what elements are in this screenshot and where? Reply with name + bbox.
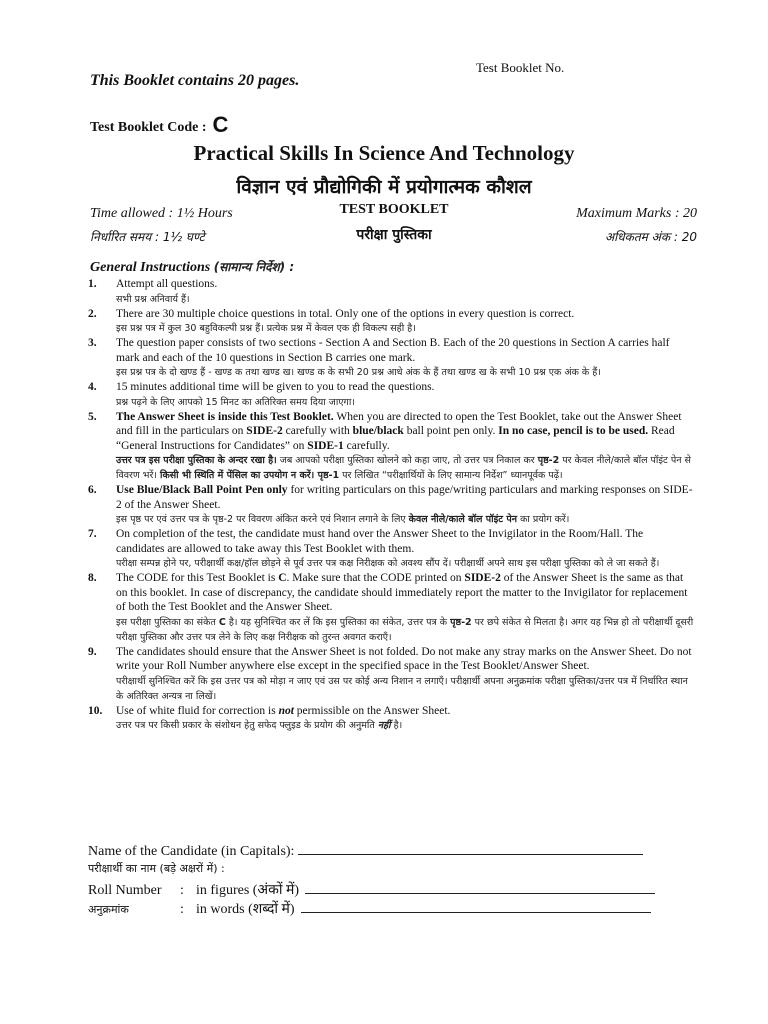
time-allowed: Time allowed : 1½ Hours <box>90 206 233 221</box>
roll-number-label: Roll Number <box>88 883 162 898</box>
instruction-text-hindi: इस परीक्षा पुस्तिका का संकेत C है। यह सुनिश्चित कर लें कि इस पुस्तिका का संकेत, उत्तर पत्र के पृष्ठ-2 पर छपे संकेत से मिलता है। अगर यह भिन्न हो तो परीक्षार्थी दूसरी परीक्षा पुस्तिका और उत्तर पत्र लेने के लिए कक्ष निरीक्षक को तुरन्त अवगत कराएँ। <box>116 616 694 643</box>
instruction-number: 6. <box>88 484 97 496</box>
instruction-text-hindi: इस पृष्ठ पर एवं उत्तर पत्र के पृष्ठ-2 पर विवरण अंकित करने एवं निशान लगाने के लिए केवल नीले/काले बॉल पॉइंट पेन का प्रयोग करें। <box>116 514 570 525</box>
instruction-item <box>88 527 694 571</box>
instruction-number: 3. <box>88 337 97 349</box>
instructions-list <box>88 277 694 733</box>
instruction-text-hindi: इस प्रश्न पत्र में कुल 30 बहुविकल्पी प्रश्न हैं। प्रत्येक प्रश्न में केवल एक ही विकल्प सही है। <box>116 323 416 334</box>
time-allowed-hindi: निर्धारित समय : 1½ घण्टे <box>90 230 205 244</box>
general-instructions-heading <box>90 260 294 276</box>
instruction-text-hindi: परीक्षार्थी सुनिश्चित करें कि इस उत्तर पत्र को मोड़ा न जाए एवं उस पर कोई अन्य निशान न लगाएँ। परीक्षार्थी अपना अनुक्रमांक परीक्षा पुस्तिका/उत्तर पत्र में निर्धारित स्थान के अतिरिक्त अन्यत्र ना लिखें। <box>116 675 688 702</box>
instruction-text: The Answer Sheet is inside this Test Booklet. When you are directed to open the Test Booklet, take out the Answer Sheet and fill in the particulars on SIDE-2 carefully with blue/black ball point pen only. In no case, pencil is to be used. Read “General Instructions for Candidates” on SIDE-1 carefully. <box>116 410 682 452</box>
instruction-text-hindi: प्रश्न पढ़ने के लिए आपको 15 मिनट का अतिरिक्त समय दिया जाएगा। <box>116 396 355 408</box>
instruction-item <box>88 336 694 380</box>
maximum-marks: Maximum Marks : 20 <box>576 206 697 221</box>
instruction-text: On completion of the test, the candidate must hand over the Answer Sheet to the Invigilator in the Room/Hall. The candidates are allowed to take away this Test Booklet with them. <box>116 528 644 555</box>
roll-number-label-hindi: अनुक्रमांक <box>88 903 129 916</box>
test-booklet-heading-hindi: परीक्षा पुस्तिका <box>356 227 432 243</box>
booklet-code-value: C <box>212 112 229 137</box>
booklet-code-label: Test Booklet Code : <box>90 120 207 135</box>
instruction-item <box>88 571 694 645</box>
instruction-number: 7. <box>88 528 97 540</box>
page-title: Practical Skills In Science And Technology <box>193 141 575 165</box>
instruction-text-hindi: उत्तर पत्र इस परीक्षा पुस्तिका के अन्दर रखा है। जब आपको परीक्षा पुस्तिका खोलने को कहा जाए, तो उत्तर पत्र निकाल कर पृष्ठ-2 पर केवल नीले/काले बॉल पॉइंट पेन से विवरण भरें। किसी भी स्थिति में पेंसिल का उपयोग न करें। पृष्ठ-1 पर लिखित “परीक्षार्थियों के लिए सामान्य निर्देश” ध्यानपूर्वक पढ़ें। <box>116 455 691 481</box>
candidate-name-label-hindi: परीक्षार्थी का नाम (बड़े अक्षरों में) : <box>88 862 225 875</box>
roll-colon: : <box>180 883 184 898</box>
instruction-number: 4. <box>88 381 97 393</box>
pages-note: This Booklet contains 20 pages. <box>90 72 300 89</box>
instruction-item <box>88 483 694 527</box>
candidate-name-label: Name of the Candidate (in Capitals): <box>88 844 295 859</box>
instruction-number: 1. <box>88 278 97 290</box>
in-words-label: in words (शब्दों में) <box>196 902 295 917</box>
candidate-name-field[interactable] <box>298 842 643 855</box>
instruction-text: 15 minutes additional time will be given to you to read the questions. <box>116 381 435 393</box>
instruction-item <box>88 704 694 734</box>
page-title-hindi: विज्ञान एवं प्रौद्योगिकी में प्रयोगात्मक कौशल <box>236 176 532 198</box>
test-booklet-heading: TEST BOOKLET <box>339 202 449 217</box>
instruction-text-hindi: सभी प्रश्न अनिवार्य हैं। <box>116 293 190 305</box>
instruction-text: There are 30 multiple choice questions in total. Only one of the options in every question is correct. <box>116 307 575 320</box>
instruction-text-hindi: उत्तर पत्र पर किसी प्रकार के संशोधन हेतु सफेद फ्लुइड के प्रयोग की अनुमति नहीं है। <box>116 720 403 731</box>
booklet-code <box>90 111 228 137</box>
roll-number-words-field[interactable] <box>301 900 651 913</box>
instruction-item <box>88 410 694 484</box>
maximum-marks-hindi: अधिकतम अंक : 20 <box>604 230 697 244</box>
instruction-text: Use Blue/Black Ball Point Pen only for writing particulars on this page/writing particulars and marking responses on SIDE-2 of the Answer Sheet. <box>116 484 693 511</box>
instruction-item <box>88 645 694 704</box>
instruction-number: 9. <box>88 645 97 658</box>
instruction-text: The candidates should ensure that the Answer Sheet is not folded. Do not make any stray marks on the Answer Sheet. Do not write your Roll Number anywhere else except in the specified space in the Test Booklet/Answer Sheet. <box>116 645 692 672</box>
instruction-text-hindi: इस प्रश्न पत्र के दो खण्ड हैं - खण्ड क तथा खण्ड ख। खण्ड क के सभी 20 प्रश्न आधे अंक के हैं तथा खण्ड ख के सभी 10 प्रश्न एक अंक के हैं। <box>116 367 601 378</box>
instruction-item <box>88 380 694 410</box>
gi-heading-hi: (सामान्य निर्देश) : <box>213 260 295 274</box>
in-figures-label: in figures (अंकों में) <box>196 883 300 898</box>
instruction-text-hindi: परीक्षा सम्पन्न होने पर, परीक्षार्थी कक्ष/हॉल छोड़ने से पूर्व उत्तर पत्र कक्ष निरीक्षक को अवश्य सौंप दें। परीक्षार्थी अपने साथ इस परीक्षा पुस्तिका को ले जा सकते हैं। <box>116 558 660 569</box>
instruction-number: 10. <box>88 704 103 717</box>
test-booklet-number-label: Test Booklet No. <box>476 60 565 75</box>
instruction-item <box>88 277 694 307</box>
instruction-number: 2. <box>88 307 97 320</box>
instruction-text: The CODE for this Test Booklet is C. Make sure that the CODE printed on SIDE-2 of the Answer Sheet is the same as that on this booklet. In case of discrepancy, the candidate should immediately report the matter to the Invigilator for replacement of both the Test Booklet and the Answer Sheet. <box>116 572 688 613</box>
candidate-details <box>88 842 688 919</box>
instruction-text: Use of white fluid for correction is not permissible on the Answer Sheet. <box>116 704 451 717</box>
instruction-item <box>88 307 694 337</box>
roll-colon: : <box>180 902 184 917</box>
instruction-number: 8. <box>88 572 97 584</box>
instruction-text: The question paper consists of two sections - Section A and Section B. Each of the 20 questions in Section A carries half mark and each of the 10 questions in Section B carries one mark. <box>116 337 670 364</box>
roll-number-figures-field[interactable] <box>305 881 655 894</box>
instruction-number: 5. <box>88 410 97 423</box>
gi-heading-en: General Instructions <box>90 260 211 275</box>
instruction-text: Attempt all questions. <box>116 278 218 290</box>
